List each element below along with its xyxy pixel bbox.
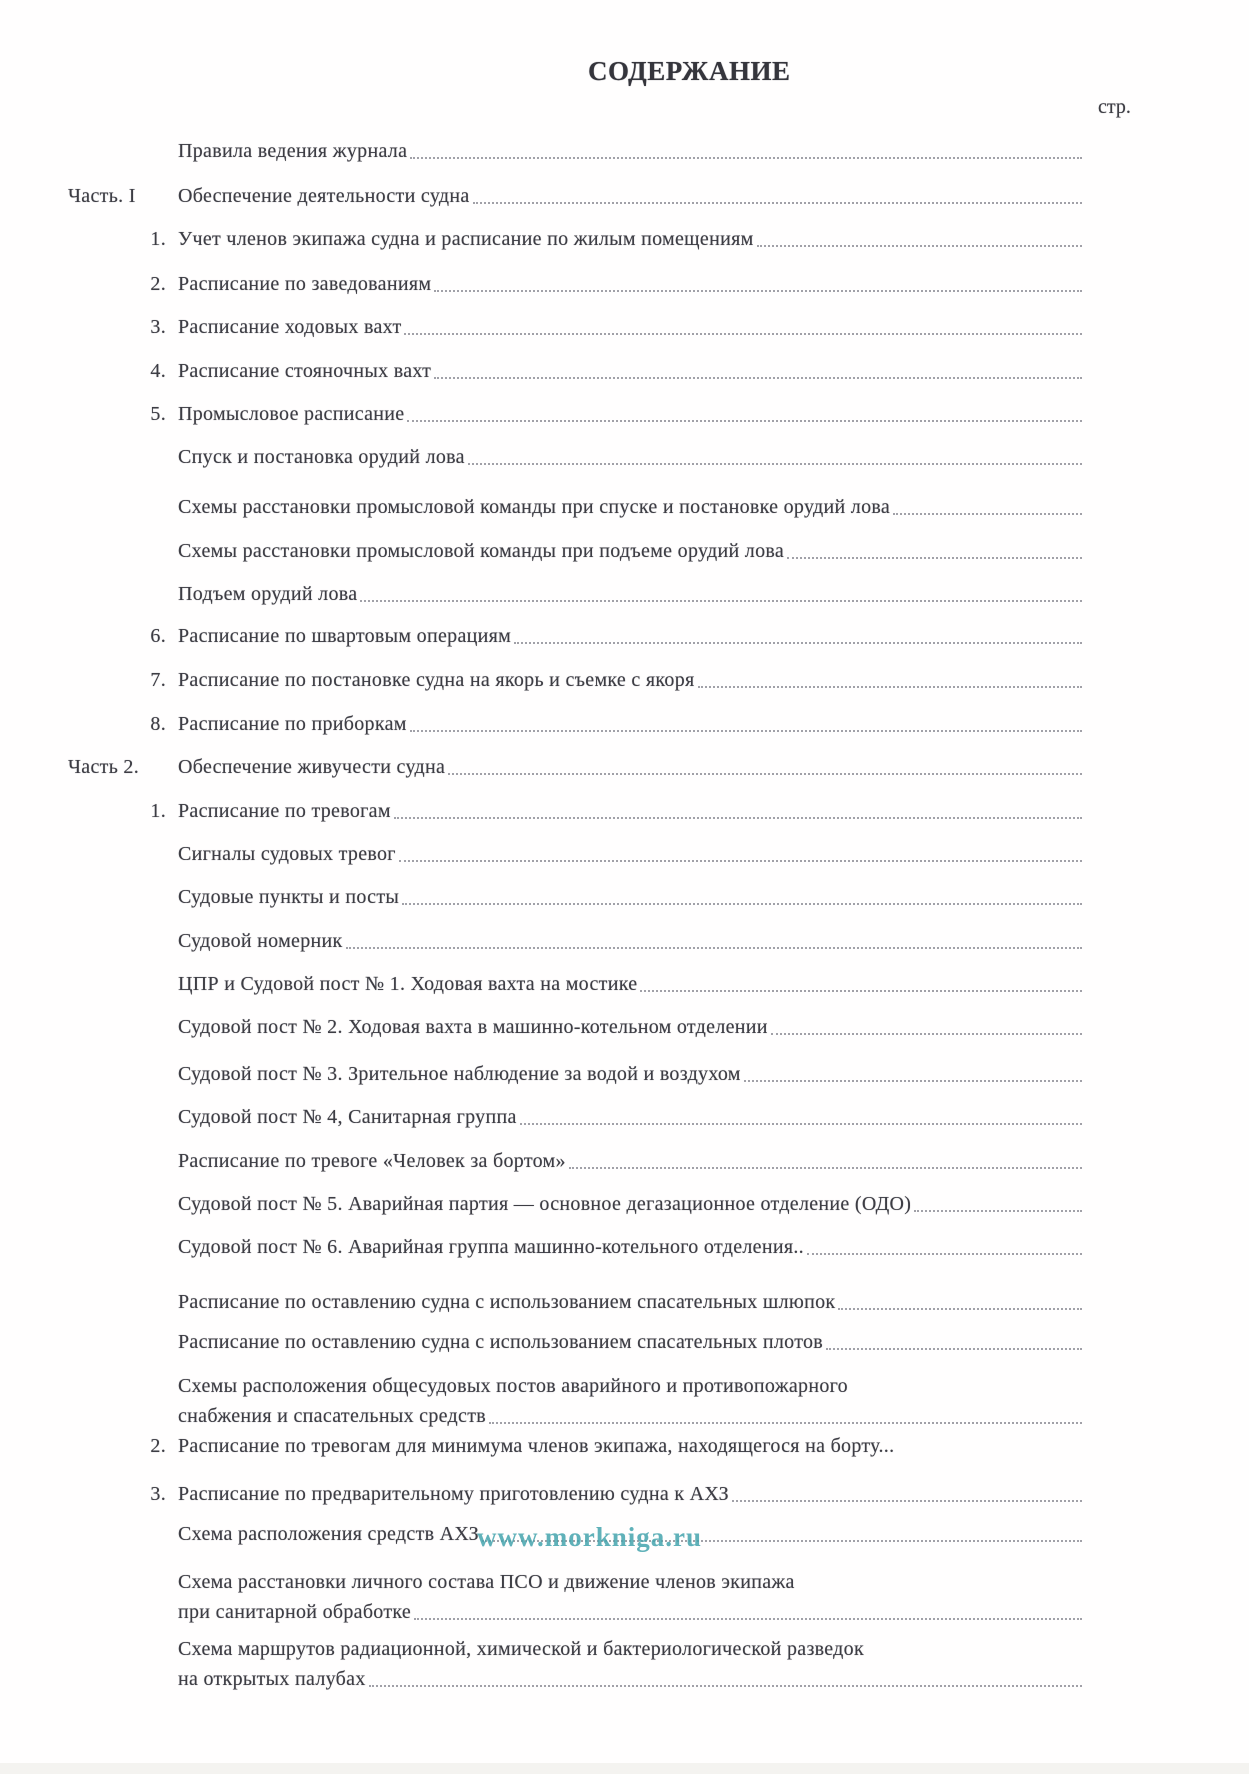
item-number [68,929,178,953]
toc-row [68,1570,1082,1624]
item-number [68,1149,178,1173]
toc-item-text: Расписание по заведованиям [178,273,432,295]
toc-row [68,139,1082,163]
dot-leader [404,327,1082,335]
toc-item-text: при санитарной обработке [178,1601,412,1623]
dot-leader [407,414,1082,422]
scan-edge-shadow [0,1763,1249,1774]
item-number: 8. [150,713,166,735]
toc-item-text: Схемы расстановки промысловой команды при спуске и постановке орудий лова [178,496,891,518]
dot-leader [448,767,1082,775]
toc-item-text: Обеспечение деятельности судна [178,185,470,207]
toc-item-text: Судовой пост № 2. Ходовая вахта в машинно-котельном отделении [178,1016,768,1038]
dot-leader [489,1416,1082,1424]
item-number [68,842,178,866]
toc-row [68,184,1082,208]
toc-item-text: Схема расстановки личного состава ПСО и движение членов экипажа [178,1571,795,1593]
item-number [68,582,178,606]
toc-row [68,359,1082,383]
dot-leader [732,1494,1082,1502]
toc-item-text: Расписание по приборкам [178,713,407,735]
item-number [68,445,178,469]
dot-leader [838,1302,1082,1310]
item-number [68,1570,178,1624]
toc-item-text: Судовой пост № 3. Зрительное наблюдение за водой и воздухом [178,1063,741,1085]
dot-leader [914,1204,1082,1212]
item-number [68,539,178,563]
item-number [68,1522,178,1546]
item-number [68,1330,178,1354]
toc-row [68,1149,1082,1173]
toc-item-text: Подъем орудий лова [178,583,358,605]
toc-row [68,227,1082,251]
toc-item-text: Судовой пост № 4, Санитарная группа [178,1106,517,1128]
dot-leader [787,551,1082,559]
toc-row [68,495,1082,519]
toc-row [68,1062,1082,1086]
item-number [68,495,178,519]
item-number: 2. [150,273,166,295]
toc-row [68,1330,1082,1354]
toc-item-text: Расписание по оставлению судна с использованием спасательных плотов [178,1331,824,1353]
toc-item-text: Схемы расстановки промысловой команды при подъеме орудий лова [178,540,785,562]
item-number [68,139,178,163]
toc-row [68,842,1082,866]
item-number [68,1374,178,1428]
toc-item-text: Расписание ходовых вахт [178,316,402,338]
item-number: 6. [150,625,166,647]
toc-row [68,624,1082,648]
dot-leader [893,507,1082,515]
watermark: www.morkniga.ru [477,1522,703,1552]
toc-item-text: Судовой пост № 6. Аварийная группа машинно-котельного отделения.. [178,1236,804,1258]
item-number [68,1235,178,1259]
dot-leader [698,680,1083,688]
toc-item-text: Спуск и постановка орудий лова [178,446,465,468]
toc-row [68,1374,1082,1428]
toc-item-text: Расписание по предварительному приготовлению судна к АХЗ [178,1483,729,1505]
page-title: СОДЕРЖАНИЕ [588,56,791,86]
toc-item-text: на открытых палубах [178,1668,366,1690]
toc-item-text: Расписание стояночных вахт [178,360,432,382]
toc-item-text: Промысловое расписание [178,403,405,425]
toc-row [68,1105,1082,1129]
toc-row [68,539,1082,563]
dot-leader [410,724,1082,732]
item-number: 4. [150,360,166,382]
dot-leader [410,151,1082,159]
toc-row [68,1015,1082,1039]
dot-leader [520,1117,1082,1125]
toc-row [68,315,1082,339]
toc-item-text: Расписание по тревогам [178,800,391,822]
dot-leader [434,371,1082,379]
toc-item-text: Сигналы судовых тревог [178,843,396,865]
toc-row [68,1637,1082,1691]
dot-leader [473,196,1082,204]
toc-item-text: Расписание по тревоге «Человек за бортом» [178,1150,566,1172]
dot-leader [434,284,1082,292]
toc-item-text: ЦПР и Судовой пост № 1. Ходовая вахта на мостике [178,973,638,995]
item-number [68,1290,178,1314]
dot-leader [394,811,1082,819]
item-number: 1. [150,228,166,250]
toc-row [68,1482,1082,1506]
toc-row [68,668,1082,692]
toc-item-text: Учет членов экипажа судна и расписание по жилым помещениям [178,228,754,250]
dot-leader [369,1679,1082,1687]
dot-leader [640,984,1082,992]
toc-row [68,972,1082,996]
toc-item-text: Схема расположения средств АХЗ [178,1523,479,1545]
dot-leader [771,1027,1082,1035]
item-number: 1. [150,800,166,822]
toc-row [68,799,1082,823]
dot-leader [402,897,1082,905]
dot-leader [346,941,1082,949]
toc-row [68,755,1082,779]
item-number [68,1637,178,1691]
part-label: Часть. I [68,185,136,207]
toc-item-text: Судовой номерник [178,930,343,952]
toc-row [68,929,1082,953]
dot-leader [807,1247,1082,1255]
toc-item-text: Расписание по оставлению судна с использованием спасательных шлюпок [178,1291,836,1313]
toc-item-text: Обеспечение живучести судна [178,756,446,778]
toc-item-text: Судовой пост № 5. Аварийная партия — основное дегазационное отделение (ОДО) [178,1193,912,1215]
dot-leader [569,1161,1082,1169]
item-number: 3. [150,1483,166,1505]
toc-row [68,1192,1082,1216]
toc-item-text: Правила ведения журнала [178,140,408,162]
toc-row [68,1434,1082,1458]
item-number [68,1192,178,1216]
page-number-column-header: стр. [1098,96,1131,118]
toc-row [68,1290,1082,1314]
item-number: 7. [150,669,166,691]
toc-item-text: Расписание по швартовым операциям [178,625,512,647]
toc-item-text: Схема маршрутов радиационной, химической и бактериологической разведок [178,1638,864,1660]
toc-row [68,582,1082,606]
toc-row [68,402,1082,426]
item-number: 3. [150,316,166,338]
toc-item-text: Схемы расположения общесудовых постов аварийного и противопожарного [178,1375,848,1397]
toc-row [68,445,1082,469]
toc-row [68,1235,1082,1259]
dot-leader [744,1074,1082,1082]
dot-leader [399,854,1082,862]
item-number: 5. [150,403,166,425]
toc-row [68,885,1082,909]
item-number [68,972,178,996]
toc-item-text: Расписание по постановке судна на якорь и съемке с якоря [178,669,695,691]
part-label: Часть 2. [68,756,140,778]
dot-leader [414,1612,1082,1620]
item-number [68,1015,178,1039]
dot-leader [468,457,1082,465]
toc-item-text: Судовые пункты и посты [178,886,400,908]
toc-row [68,272,1082,296]
dot-leader [514,636,1082,644]
toc-item-text: Расписание по тревогам для минимума членов экипажа, находящегося на борту... [178,1435,895,1457]
item-number [68,1105,178,1129]
item-number [68,885,178,909]
item-number [68,1062,178,1086]
dot-leader [757,239,1082,247]
dot-leader [826,1342,1082,1350]
toc-item-text: снабжения и спасательных средств [178,1405,486,1427]
dot-leader [360,594,1082,602]
toc-row [68,712,1082,736]
item-number: 2. [150,1435,166,1457]
